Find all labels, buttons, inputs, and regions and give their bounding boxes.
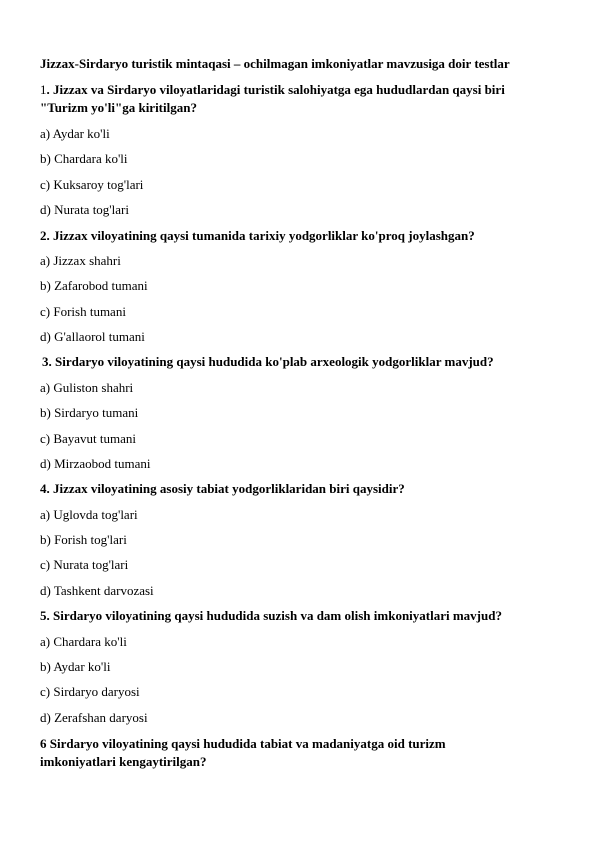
question-3-option-c: c) Bayavut tumani [40,431,137,446]
question-5-option-b: b) Aydar ko'li [40,659,111,674]
question-6-line2: imkoniyatlari kengaytirilgan? [40,754,207,769]
question-3-option-b: b) Sirdaryo tumani [40,405,139,420]
question-1-line1 [40,82,505,98]
question-1-line2: "Turizm yo'li"ga kiritilgan? [40,100,197,115]
question-5-option-a: a) Chardara ko'li [40,634,127,649]
question-2-option-a: a) Jizzax shahri [40,253,121,268]
question-4-text: 4. Jizzax viloyatining asosiy tabiat yodgorliklaridan biri qaysidir? [40,481,405,496]
question-2-option-c: c) Forish tumani [40,304,126,319]
question-5-text: 5. Sirdaryo viloyatining qaysi hududida suzish va dam olish imkoniyatlari mavjud? [40,608,502,623]
question-1-text: . Jizzax va Sirdaryo viloyatlaridagi turistik salohiyatga ega hududlardan qaysi biri [46,82,505,97]
question-3-option-d: d) Mirzaobod tumani [40,456,151,471]
question-5-option-d: d) Zerafshan daryosi [40,710,148,725]
question-4-option-d: d) Tashkent darvozasi [40,583,154,598]
question-2-option-b: b) Zafarobod tumani [40,278,148,293]
question-3-option-a: a) Guliston shahri [40,380,134,395]
question-2-text: 2. Jizzax viloyatining qaysi tumanida tarixiy yodgorliklar ko'proq joylashgan? [40,228,475,243]
question-1-option-a: a) Aydar ko'li [40,126,110,141]
question-1-option-c: c) Kuksaroy tog'lari [40,177,144,192]
question-4-option-a: a) Uglovda tog'lari [40,507,138,522]
question-3-text: 3. Sirdaryo viloyatining qaysi hududida ko'plab arxeologik yodgorliklar mavjud? [42,354,494,369]
question-4-option-c: c) Nurata tog'lari [40,557,129,572]
question-5-option-c: c) Sirdaryo daryosi [40,684,140,699]
question-4-option-b: b) Forish tog'lari [40,532,127,547]
question-1-option-d: d) Nurata tog'lari [40,202,129,217]
question-6-line1: 6 Sirdaryo viloyatining qaysi hududida tabiat va madaniyatga oid turizm [40,736,446,751]
question-1-option-b: b) Chardara ko'li [40,151,128,166]
question-2-option-d: d) G'allaorol tumani [40,329,145,344]
question-1-number: 1 [40,82,47,97]
document-title: Jizzax-Sirdaryo turistik mintaqasi – ochilmagan imkoniyatlar mavzusiga doir testlar [40,56,510,71]
